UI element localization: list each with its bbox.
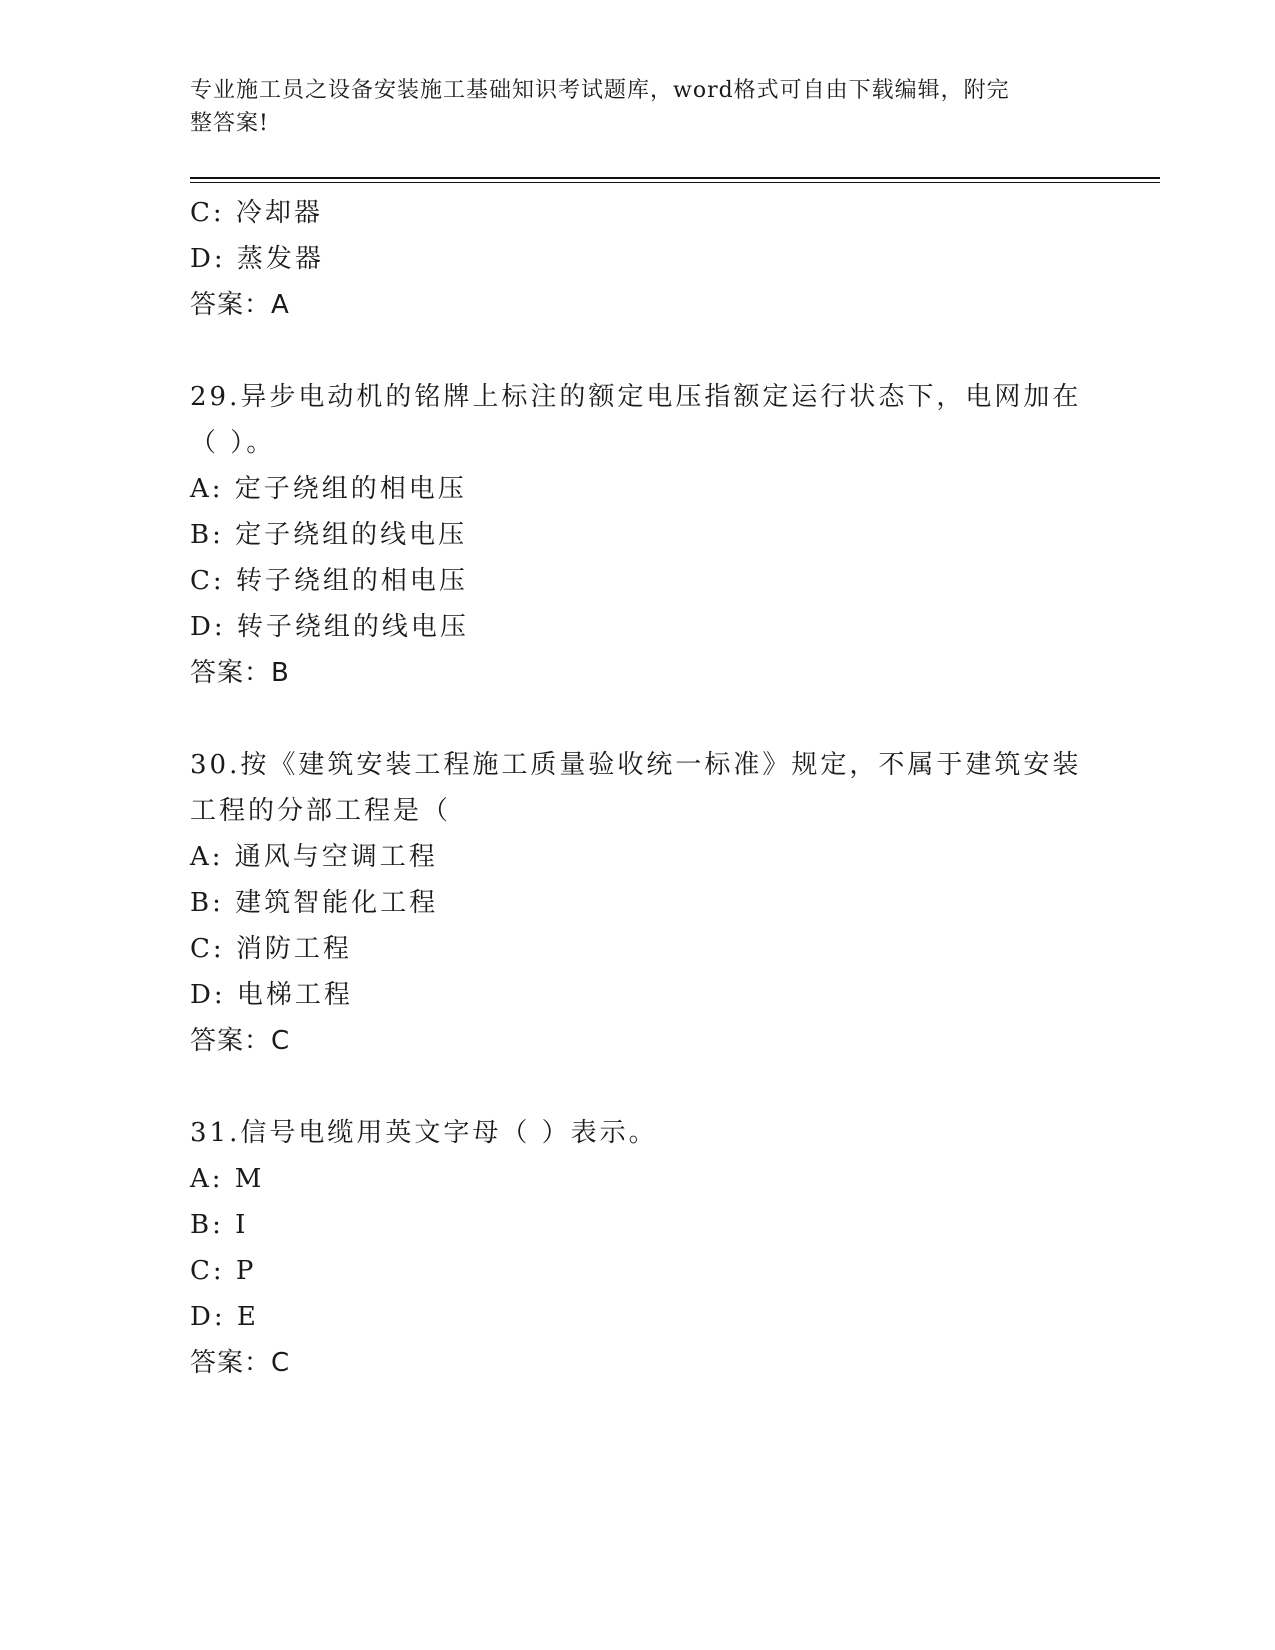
option-c: C: P xyxy=(190,1256,257,1286)
option-b: B: 建筑智能化工程 xyxy=(190,888,439,918)
option-a: A: 定子绕组的相电压 xyxy=(190,474,467,504)
option-d: D: 电梯工程 xyxy=(190,980,353,1010)
question-text-line-1: 30.按《建筑安装工程施工质量验收统一标准》规定，不属于建筑安装 xyxy=(190,750,1082,780)
question-list xyxy=(190,190,1090,1386)
option-a: A: M xyxy=(190,1164,265,1194)
spacer xyxy=(190,696,1090,742)
option-d: D: E xyxy=(190,1302,259,1332)
document-header xyxy=(190,74,1080,140)
option-d: D: 转子绕组的线电压 xyxy=(190,612,469,642)
answer-line: 答案：B xyxy=(190,658,290,688)
question-29 xyxy=(190,374,1090,696)
spacer xyxy=(190,328,1090,374)
spacer xyxy=(190,1064,1090,1110)
header-divider-thin xyxy=(190,182,1160,183)
option-c: C: 消防工程 xyxy=(190,934,352,964)
answer-line: 答案：A xyxy=(190,290,290,320)
option-b: B: I xyxy=(190,1210,249,1240)
option-c: C: 冷却器 xyxy=(190,198,323,228)
header-line-2: 整答案! xyxy=(190,111,269,136)
question-30 xyxy=(190,742,1090,1064)
answer-line: 答案：C xyxy=(190,1348,291,1378)
header-line-1: 专业施工员之设备安装施工基础知识考试题库，word格式可自由下载编辑，附完 xyxy=(190,78,1010,103)
question-text-line-1: 31.信号电缆用英文字母（ ）表示。 xyxy=(190,1118,658,1148)
option-a: A: 通风与空调工程 xyxy=(190,842,438,872)
question-text-line-1: 29.异步电动机的铭牌上标注的额定电压指额定运行状态下，电网加在 xyxy=(190,382,1082,412)
option-b: B: 定子绕组的线电压 xyxy=(190,520,468,550)
question-31 xyxy=(190,1110,1090,1386)
question-text-line-2: 工程的分部工程是（ xyxy=(190,796,452,826)
question-text-line-2: （ ）。 xyxy=(190,428,276,458)
answer-line: 答案：C xyxy=(190,1026,291,1056)
option-c: C: 转子绕组的相电压 xyxy=(190,566,468,596)
option-d: D: 蒸发器 xyxy=(190,244,324,274)
header-divider-thick xyxy=(190,177,1160,179)
question-28-tail xyxy=(190,190,1090,328)
